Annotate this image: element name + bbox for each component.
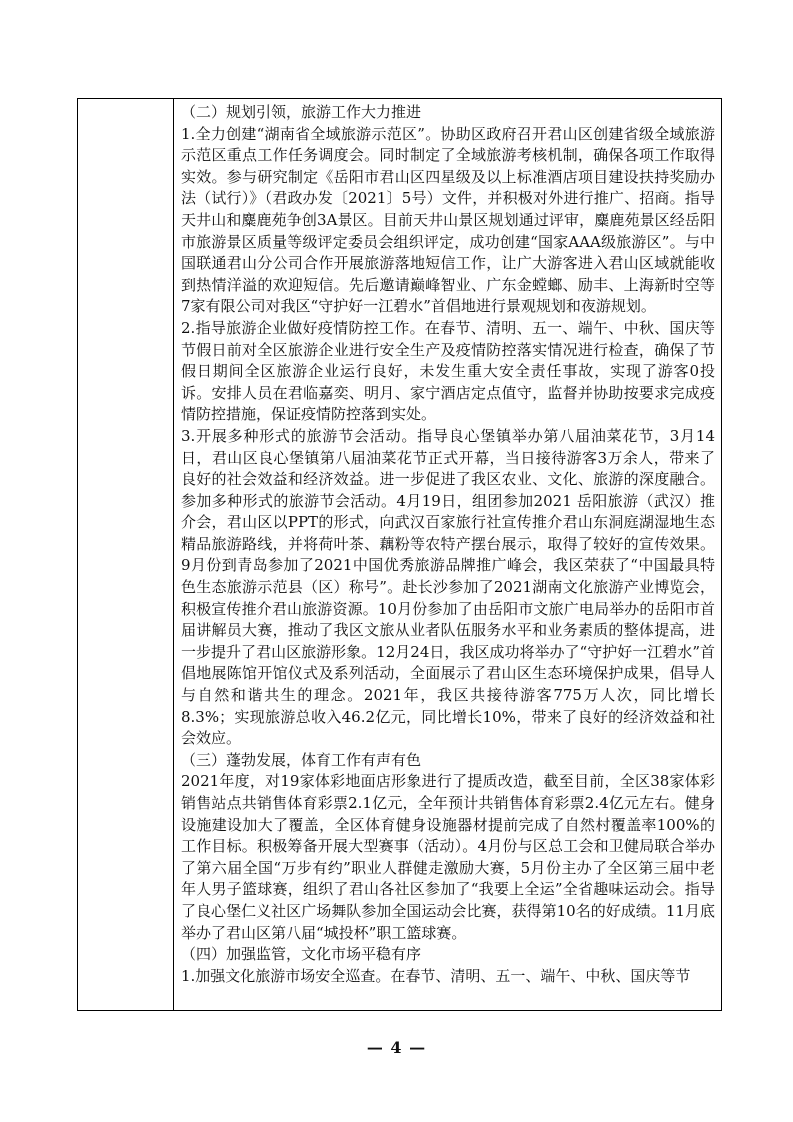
section-2-paragraph-2: 2.指导旅游企业做好疫情防控工作。在春节、清明、五一、端午、中秋、国庆等节假日前对全区旅游企业进行安全生产及疫情防控落实情况进行检查，确保了节假日期间全区旅游企业运行良好，未发生重大安全责任事故，实现了游客0投诉。安排人员在君临嘉奕、明月、家宁酒店定点值守，监督并协助按要求完成疫情防控措施，保证疫情防控落到实处。 [181, 318, 715, 424]
section-4-heading: （四）加强监管，文化市场平稳有序 [181, 945, 422, 964]
document-table [77, 98, 722, 1011]
section-2-heading: （二）规划引领，旅游工作大力推进 [181, 103, 422, 121]
table-content-cell [181, 102, 715, 987]
table-left-column [78, 99, 174, 1010]
section-2-paragraph-1: 1.全力创建“湖南省全域旅游示范区”。协助区政府召开君山区创建省级全域旅游示范区重点工作任务调度会。同时制定了全域旅游考核机制，确保各项工作取得实效。参与研究制定《岳阳市君山区四星级及以上标准酒店项目建设扶持奖励办法（试行）》（君政办发〔2021〕5号）文件，并积极对外进行推广、招商。指导天井山和麋鹿苑争创3A景区。目前天井山景区规划通过评审，麋鹿苑景区经岳阳市旅游景区质量等级评定委员会组织评定，成功创建“国家AAA级旅游区”。与中国联通君山分公司合作开展旅游落地短信工作，让广大游客进入君山区域就能收到热情洋溢的欢迎短信。先后邀请巅峰智业、广东金螳螂、励丰、上海新时空等7家有限公司对我区“守护好一江碧水”首倡地进行景观规划和夜游规划。 [181, 124, 715, 316]
section-3-paragraph-1: 2021年度，对19家体彩地面店形象进行了提质改造，截至目前，全区38家体彩销售站点共销售体育彩票2.1亿元，全年预计共销售体育彩票2.4亿元左右。健身设施建设加大了覆盖，全区体育健身设施器材提前完成了自然村覆盖率100%的工作目标。积极筹备开展大型赛事（活动）。4月份与区总工会和卫健局联合举办了第六届全国“万步有约”职业人群健走激励大赛，5月份主办了全区第三届中老年人男子篮球赛，组织了君山各社区参加了“我要上全运”全省趣味运动会。指导了良心堡仁义社区广场舞队参加全国运动会比赛，获得第10名的好成绩。11月底举办了君山区第八届“城投杯”职工篮球赛。 [181, 772, 715, 942]
section-4-paragraph-1: 1.加强文化旅游市场安全巡查。在春节、清明、五一、端午、中秋、国庆等节 [181, 966, 691, 985]
section-3-heading: （三）蓬勃发展，体育工作有声有色 [181, 750, 422, 769]
page-number: — 4 — [366, 1038, 427, 1057]
section-2-paragraph-3: 3.开展多种形式的旅游节会活动。指导良心堡镇举办第八届油菜花节，3月14日，君山区良心堡镇第八届油菜花节正式开幕，当日接待游客3万余人，带来了良好的社会效益和经济效益。进一步促进了我区农业、文化、旅游的深度融合。参加多种形式的旅游节会活动。4月19日，组团参加2021 岳阳旅游（武汉）推介会，君山区以PPT的形式，向武汉百家旅行社宣传推介君山东洞庭湖湿地生态精品旅游路线，并将荷叶茶、藕粉等农特产摆台展示，取得了较好的宣传效果。9月份到青岛参加了2021中国优秀旅游品牌推广峰会，我区荣获了“中国最具特色生态旅游示范县（区）称号”。赴长沙参加了2021湖南文化旅游产业博览会，积极宣传推介君山旅游资源。10月份参加了由岳阳市文旅广电局举办的岳阳市首届讲解员大赛，推动了我区文旅从业者队伍服务水平和业务素质的整体提高，进一步提升了君山区旅游形象。12月24日，我区成功将举办了“守护好一江碧水”首倡地展陈馆开馆仪式及系列活动，全面展示了君山区生态环境保护成果，倡导人与自然和谐共生的理念。2021年，我区共接待游客775万人次，同比增长8.3%；实现旅游总收入46.2亿元，同比增长10%，带来了良好的经济效益和社会效应。 [181, 426, 715, 748]
